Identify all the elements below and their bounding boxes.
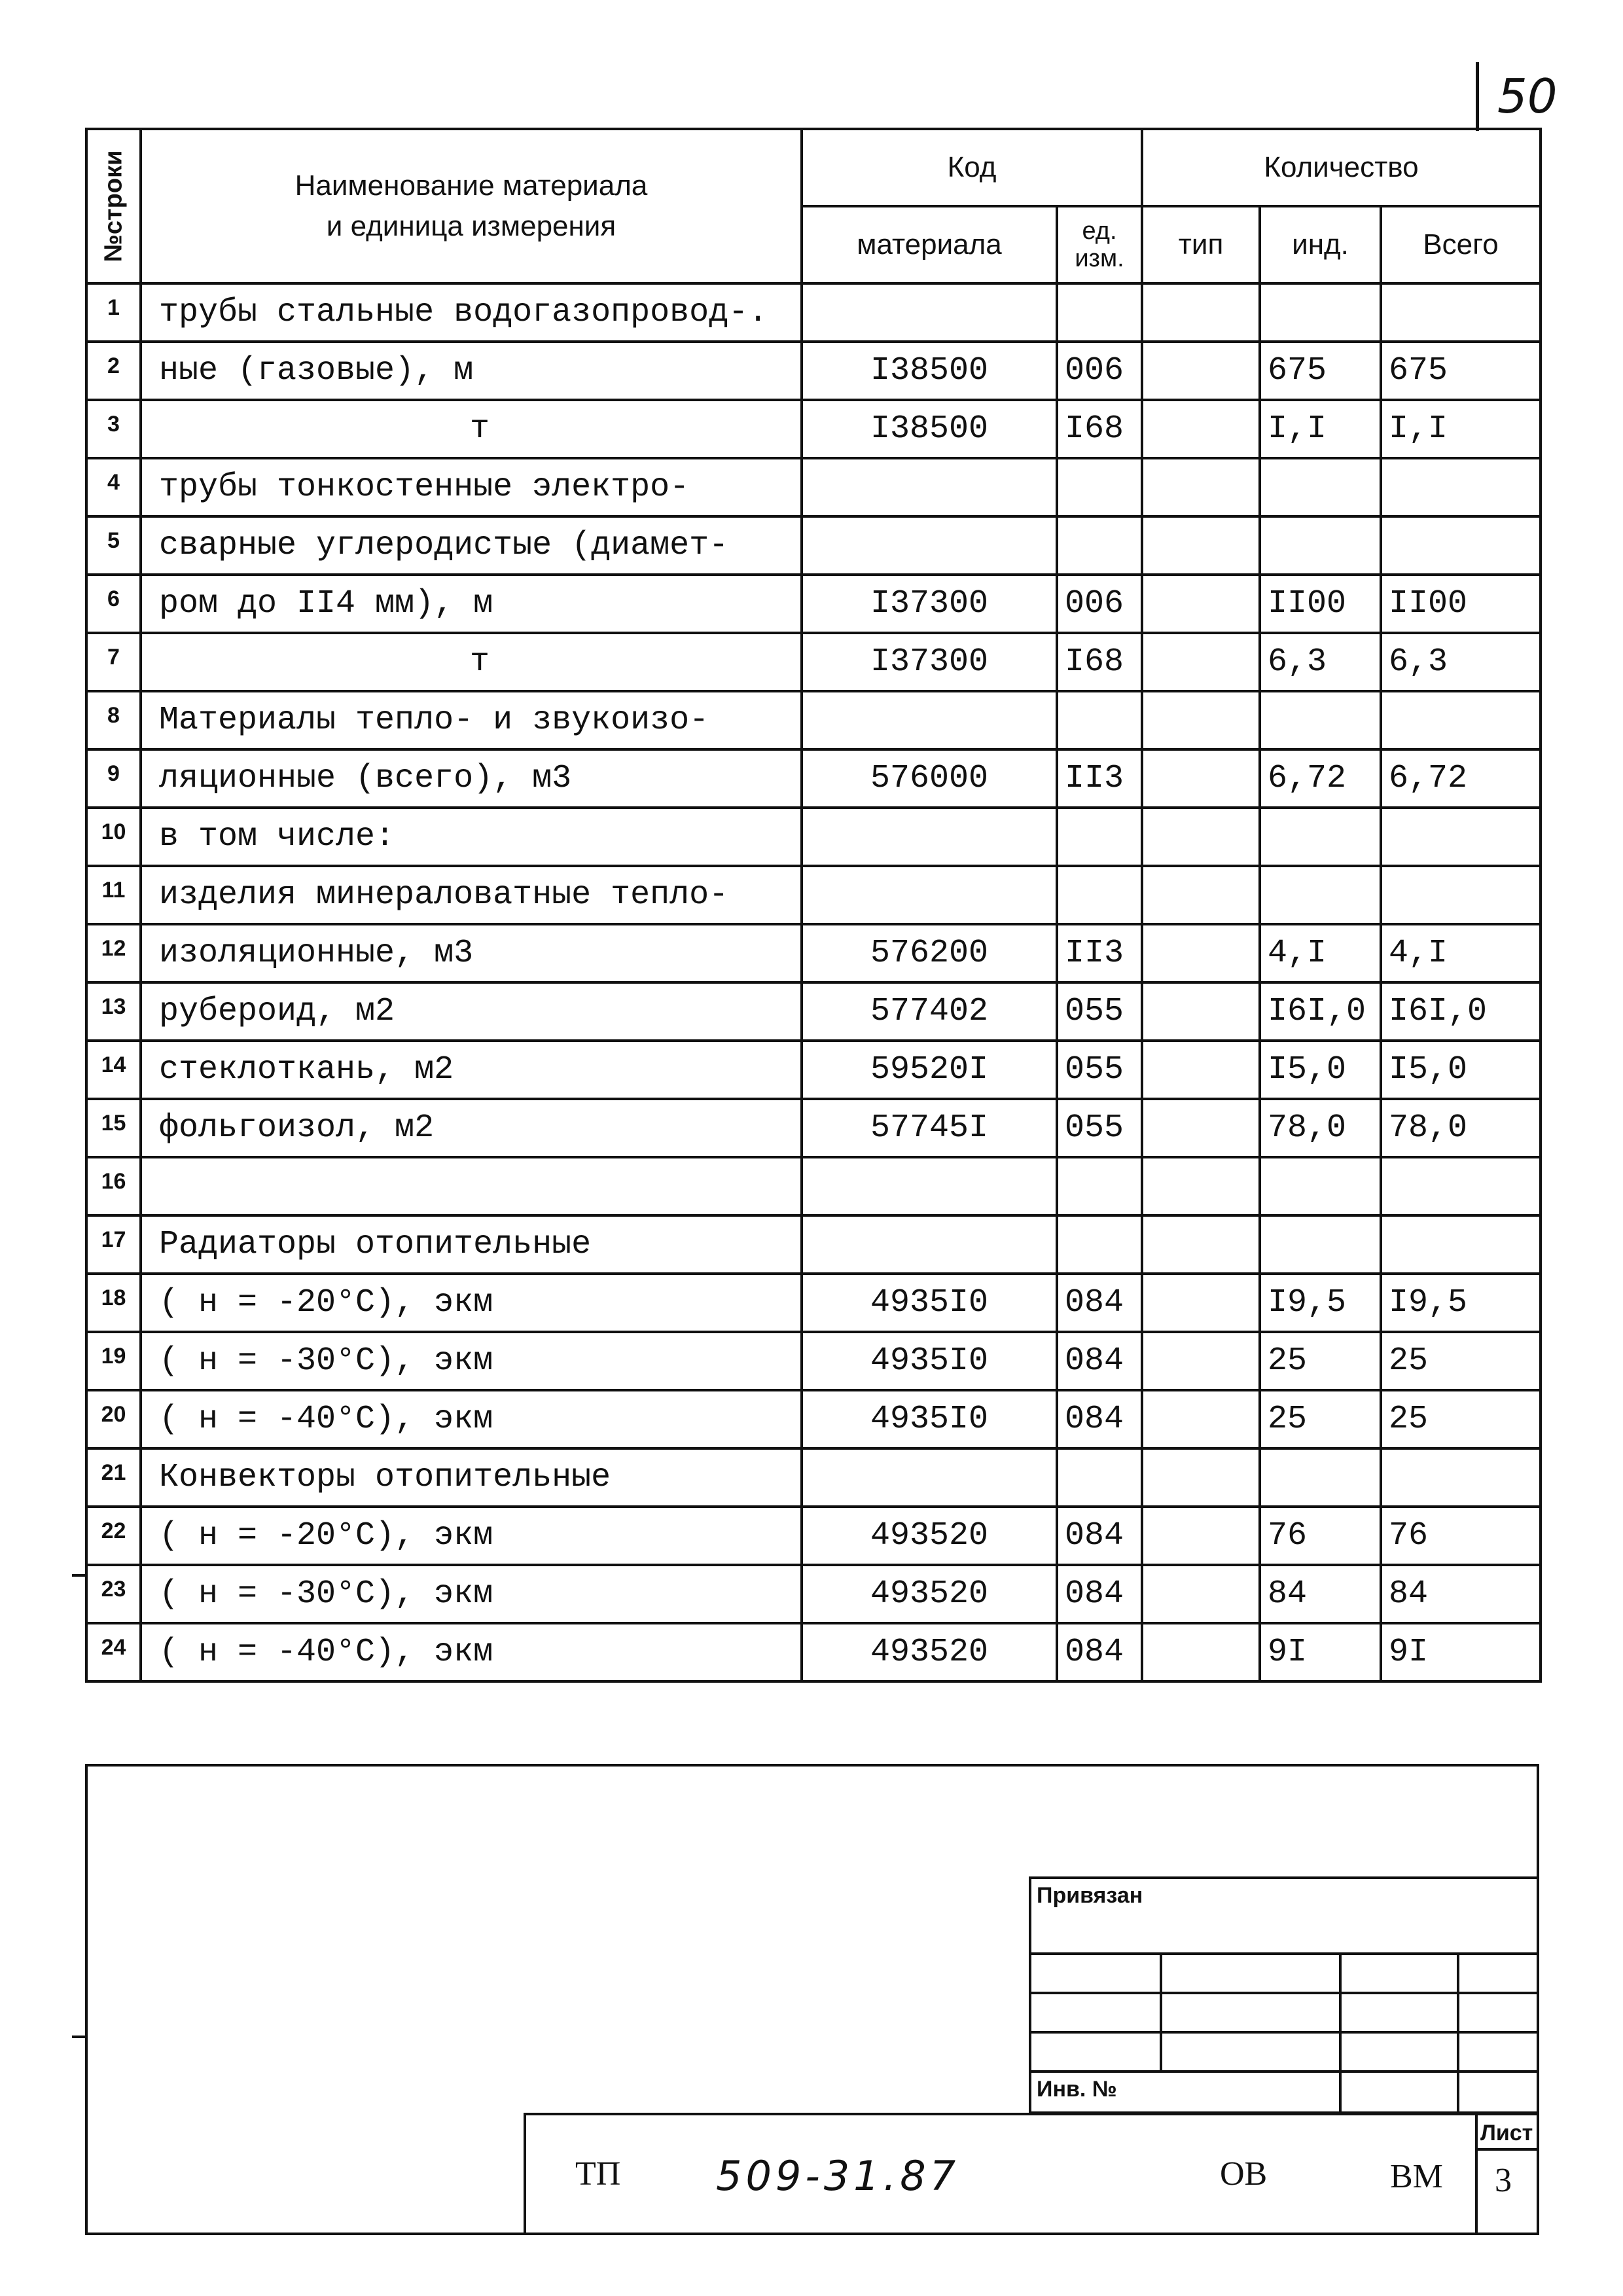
code-material-header: материала bbox=[802, 206, 1057, 283]
table-row bbox=[86, 1157, 1541, 1215]
materials-table bbox=[85, 128, 1542, 1683]
material-code bbox=[802, 1157, 1057, 1215]
table-row bbox=[86, 1099, 1541, 1157]
qty-total bbox=[1381, 691, 1541, 749]
qty-type bbox=[1142, 982, 1260, 1041]
qty-total: 6,3 bbox=[1381, 633, 1541, 691]
qty-type bbox=[1142, 400, 1260, 458]
material-name: ( н = -40°С), экм bbox=[141, 1623, 802, 1681]
qty-total bbox=[1381, 1157, 1541, 1215]
qty-type bbox=[1142, 1215, 1260, 1274]
material-name: ( н = -30°С), экм bbox=[141, 1565, 802, 1623]
row-number: 4 bbox=[86, 458, 141, 516]
row-number: 12 bbox=[86, 924, 141, 982]
attached-label: Привязан bbox=[1037, 1883, 1143, 1908]
material-name: стеклоткань, м2 bbox=[141, 1041, 802, 1099]
code-unit-header bbox=[1057, 206, 1142, 283]
qty-total: 25 bbox=[1381, 1332, 1541, 1390]
row-number: 5 bbox=[86, 516, 141, 575]
table-row bbox=[86, 982, 1541, 1041]
unit-code: 084 bbox=[1057, 1565, 1142, 1623]
row-number: 9 bbox=[86, 749, 141, 808]
qty-ind: 78,0 bbox=[1260, 1099, 1381, 1157]
qty-type bbox=[1142, 516, 1260, 575]
qty-total: I5,0 bbox=[1381, 1041, 1541, 1099]
margin-tick bbox=[72, 1574, 86, 1577]
qty-ind bbox=[1260, 1215, 1381, 1274]
qty-total bbox=[1381, 1215, 1541, 1274]
table-row bbox=[86, 866, 1541, 924]
material-code: 57745I bbox=[802, 1099, 1057, 1157]
qty-ind bbox=[1260, 691, 1381, 749]
material-name: ные (газовые), м bbox=[141, 342, 802, 400]
unit-header-line2: изм. bbox=[1075, 245, 1124, 272]
row-number: 8 bbox=[86, 691, 141, 749]
qty-type bbox=[1142, 749, 1260, 808]
qty-total: 675 bbox=[1381, 342, 1541, 400]
material-code: 577402 bbox=[802, 982, 1057, 1041]
qty-total: I9,5 bbox=[1381, 1274, 1541, 1332]
material-code: 59520I bbox=[802, 1041, 1057, 1099]
row-number: 14 bbox=[86, 1041, 141, 1099]
table-row bbox=[86, 1448, 1541, 1507]
stamp-divider bbox=[1457, 1952, 1459, 2114]
project-code: 509-31.87 bbox=[716, 2152, 960, 2200]
unit-code: 055 bbox=[1057, 1099, 1142, 1157]
qty-ind: 6,72 bbox=[1260, 749, 1381, 808]
material-name: изделия минераловатные тепло- bbox=[141, 866, 802, 924]
unit-code: I68 bbox=[1057, 633, 1142, 691]
qty-total: 25 bbox=[1381, 1390, 1541, 1448]
qty-ind-header: инд. bbox=[1260, 206, 1381, 283]
qty-type bbox=[1142, 808, 1260, 866]
qty-type bbox=[1142, 1332, 1260, 1390]
qty-type bbox=[1142, 1157, 1260, 1215]
material-name: изоляционные, м3 bbox=[141, 924, 802, 982]
qty-ind bbox=[1260, 1157, 1381, 1215]
qty-total: 6,72 bbox=[1381, 749, 1541, 808]
qty-total: 76 bbox=[1381, 1507, 1541, 1565]
unit-code: II3 bbox=[1057, 924, 1142, 982]
sheet-number: 3 bbox=[1495, 2162, 1512, 2199]
material-code bbox=[802, 691, 1057, 749]
unit-code: II3 bbox=[1057, 749, 1142, 808]
material-code bbox=[802, 458, 1057, 516]
material-name: трубы стальные водогазопровод-. bbox=[141, 283, 802, 342]
qty-ind: I5,0 bbox=[1260, 1041, 1381, 1099]
material-code: 4935I0 bbox=[802, 1274, 1057, 1332]
table-row bbox=[86, 400, 1541, 458]
material-name: рубероид, м2 bbox=[141, 982, 802, 1041]
material-name: ром до II4 мм), м bbox=[141, 575, 802, 633]
qty-total: 9I bbox=[1381, 1623, 1541, 1681]
qty-total-header: Всего bbox=[1381, 206, 1541, 283]
doc-type: ВМ bbox=[1390, 2158, 1443, 2195]
material-code bbox=[802, 866, 1057, 924]
name-header-line1: Наименование материала bbox=[294, 170, 648, 202]
unit-code: 084 bbox=[1057, 1390, 1142, 1448]
material-name: фольгоизол, м2 bbox=[141, 1099, 802, 1157]
inventory-label: Инв. № bbox=[1037, 2077, 1117, 2102]
material-name: Конвекторы отопительные bbox=[141, 1448, 802, 1507]
material-code bbox=[802, 1448, 1057, 1507]
unit-header-line1: ед. bbox=[1082, 217, 1117, 245]
material-name: Радиаторы отопительные bbox=[141, 1215, 802, 1274]
qty-type bbox=[1142, 633, 1260, 691]
quantity-group-header: Количество bbox=[1142, 129, 1541, 206]
material-code: 493520 bbox=[802, 1507, 1057, 1565]
table-row bbox=[86, 1215, 1541, 1274]
row-number: 16 bbox=[86, 1157, 141, 1215]
material-name: в том числе: bbox=[141, 808, 802, 866]
qty-ind: 25 bbox=[1260, 1332, 1381, 1390]
table-row bbox=[86, 808, 1541, 866]
row-number: 17 bbox=[86, 1215, 141, 1274]
unit-code: 055 bbox=[1057, 982, 1142, 1041]
material-code: I37300 bbox=[802, 575, 1057, 633]
qty-ind: II00 bbox=[1260, 575, 1381, 633]
material-code bbox=[802, 283, 1057, 342]
title-divider bbox=[1475, 2148, 1539, 2151]
material-code: 493520 bbox=[802, 1565, 1057, 1623]
attachment-stamp bbox=[1029, 1876, 1539, 2114]
qty-type bbox=[1142, 1565, 1260, 1623]
qty-type bbox=[1142, 458, 1260, 516]
qty-total: I6I,0 bbox=[1381, 982, 1541, 1041]
qty-total bbox=[1381, 1448, 1541, 1507]
qty-ind: I9,5 bbox=[1260, 1274, 1381, 1332]
table-row bbox=[86, 1390, 1541, 1448]
name-header-line2: и единица измерения bbox=[326, 210, 616, 242]
qty-type bbox=[1142, 1507, 1260, 1565]
code-group-header: Код bbox=[802, 129, 1142, 206]
qty-ind: I6I,0 bbox=[1260, 982, 1381, 1041]
qty-ind: I,I bbox=[1260, 400, 1381, 458]
unit-code bbox=[1057, 808, 1142, 866]
qty-type bbox=[1142, 1623, 1260, 1681]
row-number: 10 bbox=[86, 808, 141, 866]
table-row bbox=[86, 283, 1541, 342]
unit-code bbox=[1057, 1215, 1142, 1274]
qty-type bbox=[1142, 1390, 1260, 1448]
material-name: ( н = -40°С), экм bbox=[141, 1390, 802, 1448]
row-number: 6 bbox=[86, 575, 141, 633]
qty-type bbox=[1142, 1274, 1260, 1332]
title-block bbox=[524, 2113, 1539, 2235]
qty-type bbox=[1142, 283, 1260, 342]
qty-total: I,I bbox=[1381, 400, 1541, 458]
qty-type bbox=[1142, 1448, 1260, 1507]
stamp-divider bbox=[1031, 1952, 1537, 1955]
table-row bbox=[86, 516, 1541, 575]
row-number: 2 bbox=[86, 342, 141, 400]
material-code: 4935I0 bbox=[802, 1390, 1057, 1448]
qty-type bbox=[1142, 924, 1260, 982]
unit-code bbox=[1057, 458, 1142, 516]
table-row bbox=[86, 633, 1541, 691]
material-name: т bbox=[141, 400, 802, 458]
material-code bbox=[802, 516, 1057, 575]
qty-total bbox=[1381, 866, 1541, 924]
qty-type bbox=[1142, 866, 1260, 924]
stamp-divider bbox=[1031, 1992, 1537, 1994]
material-code bbox=[802, 1215, 1057, 1274]
qty-ind: 25 bbox=[1260, 1390, 1381, 1448]
qty-total: 4,I bbox=[1381, 924, 1541, 982]
unit-code bbox=[1057, 866, 1142, 924]
unit-code bbox=[1057, 1157, 1142, 1215]
qty-ind bbox=[1260, 516, 1381, 575]
row-number: 3 bbox=[86, 400, 141, 458]
material-code: 493520 bbox=[802, 1623, 1057, 1681]
page-number bbox=[1476, 62, 1558, 131]
unit-code: 084 bbox=[1057, 1274, 1142, 1332]
qty-ind bbox=[1260, 808, 1381, 866]
material-name: трубы тонкостенные электро- bbox=[141, 458, 802, 516]
material-code: I38500 bbox=[802, 342, 1057, 400]
row-number: 11 bbox=[86, 866, 141, 924]
row-number: 18 bbox=[86, 1274, 141, 1332]
qty-ind bbox=[1260, 866, 1381, 924]
qty-type bbox=[1142, 691, 1260, 749]
unit-code bbox=[1057, 1448, 1142, 1507]
title-divider bbox=[1475, 2115, 1478, 2235]
tp-label: ТП bbox=[575, 2155, 621, 2193]
unit-code: I68 bbox=[1057, 400, 1142, 458]
material-name: сварные углеродистые (диамет- bbox=[141, 516, 802, 575]
row-number: 24 bbox=[86, 1623, 141, 1681]
qty-ind bbox=[1260, 458, 1381, 516]
row-number: 21 bbox=[86, 1448, 141, 1507]
qty-total: II00 bbox=[1381, 575, 1541, 633]
unit-code: 055 bbox=[1057, 1041, 1142, 1099]
qty-type bbox=[1142, 1041, 1260, 1099]
qty-ind: 6,3 bbox=[1260, 633, 1381, 691]
unit-code bbox=[1057, 691, 1142, 749]
material-code: 576000 bbox=[802, 749, 1057, 808]
qty-ind: 675 bbox=[1260, 342, 1381, 400]
stamp-divider bbox=[1031, 2031, 1537, 2034]
material-name bbox=[141, 1157, 802, 1215]
material-code: I37300 bbox=[802, 633, 1057, 691]
row-number: 13 bbox=[86, 982, 141, 1041]
material-code: 4935I0 bbox=[802, 1332, 1057, 1390]
table-row bbox=[86, 342, 1541, 400]
table-row bbox=[86, 691, 1541, 749]
sheet-label: Лист bbox=[1480, 2121, 1533, 2145]
table-row bbox=[86, 1274, 1541, 1332]
table-row bbox=[86, 1041, 1541, 1099]
material-name: ( н = -20°С), экм bbox=[141, 1274, 802, 1332]
material-name: ляционные (всего), м3 bbox=[141, 749, 802, 808]
row-number: 15 bbox=[86, 1099, 141, 1157]
material-code: 576200 bbox=[802, 924, 1057, 982]
row-number: 7 bbox=[86, 633, 141, 691]
material-name: Материалы тепло- и звукоизо- bbox=[141, 691, 802, 749]
qty-ind: 9I bbox=[1260, 1623, 1381, 1681]
qty-ind bbox=[1260, 1448, 1381, 1507]
section-code: ОВ bbox=[1220, 2155, 1268, 2193]
unit-code: 006 bbox=[1057, 575, 1142, 633]
qty-total: 84 bbox=[1381, 1565, 1541, 1623]
table-row bbox=[86, 924, 1541, 982]
name-column-header bbox=[141, 129, 802, 283]
unit-code: 084 bbox=[1057, 1332, 1142, 1390]
qty-type bbox=[1142, 1099, 1260, 1157]
row-number: 22 bbox=[86, 1507, 141, 1565]
qty-type bbox=[1142, 575, 1260, 633]
qty-type-header: тип bbox=[1142, 206, 1260, 283]
qty-total bbox=[1381, 808, 1541, 866]
row-number: 23 bbox=[86, 1565, 141, 1623]
stamp-divider bbox=[1031, 2070, 1537, 2073]
table-row bbox=[86, 575, 1541, 633]
margin-tick bbox=[72, 2036, 86, 2038]
unit-code: 084 bbox=[1057, 1623, 1142, 1681]
table-row bbox=[86, 1623, 1541, 1681]
qty-ind: 84 bbox=[1260, 1565, 1381, 1623]
material-name: ( н = -20°С), экм bbox=[141, 1507, 802, 1565]
qty-type bbox=[1142, 342, 1260, 400]
material-code: I38500 bbox=[802, 400, 1057, 458]
table-row bbox=[86, 1565, 1541, 1623]
qty-total: 78,0 bbox=[1381, 1099, 1541, 1157]
table-row bbox=[86, 1332, 1541, 1390]
row-number: 19 bbox=[86, 1332, 141, 1390]
stamp-divider bbox=[1160, 1952, 1162, 2070]
material-code bbox=[802, 808, 1057, 866]
qty-total bbox=[1381, 458, 1541, 516]
qty-total bbox=[1381, 283, 1541, 342]
material-name: ( н = -30°С), экм bbox=[141, 1332, 802, 1390]
table-row bbox=[86, 458, 1541, 516]
row-number: 1 bbox=[86, 283, 141, 342]
unit-code bbox=[1057, 283, 1142, 342]
qty-ind bbox=[1260, 283, 1381, 342]
table-body bbox=[86, 283, 1541, 1681]
table-row bbox=[86, 1507, 1541, 1565]
row-number-header: №строки bbox=[86, 129, 141, 283]
unit-code: 006 bbox=[1057, 342, 1142, 400]
unit-code bbox=[1057, 516, 1142, 575]
qty-ind: 4,I bbox=[1260, 924, 1381, 982]
row-number: 20 bbox=[86, 1390, 141, 1448]
page-number-text: 50 bbox=[1497, 69, 1558, 124]
unit-code: 084 bbox=[1057, 1507, 1142, 1565]
qty-total bbox=[1381, 516, 1541, 575]
stamp-divider bbox=[1339, 1952, 1342, 2114]
qty-ind: 76 bbox=[1260, 1507, 1381, 1565]
material-name: т bbox=[141, 633, 802, 691]
table-row bbox=[86, 749, 1541, 808]
